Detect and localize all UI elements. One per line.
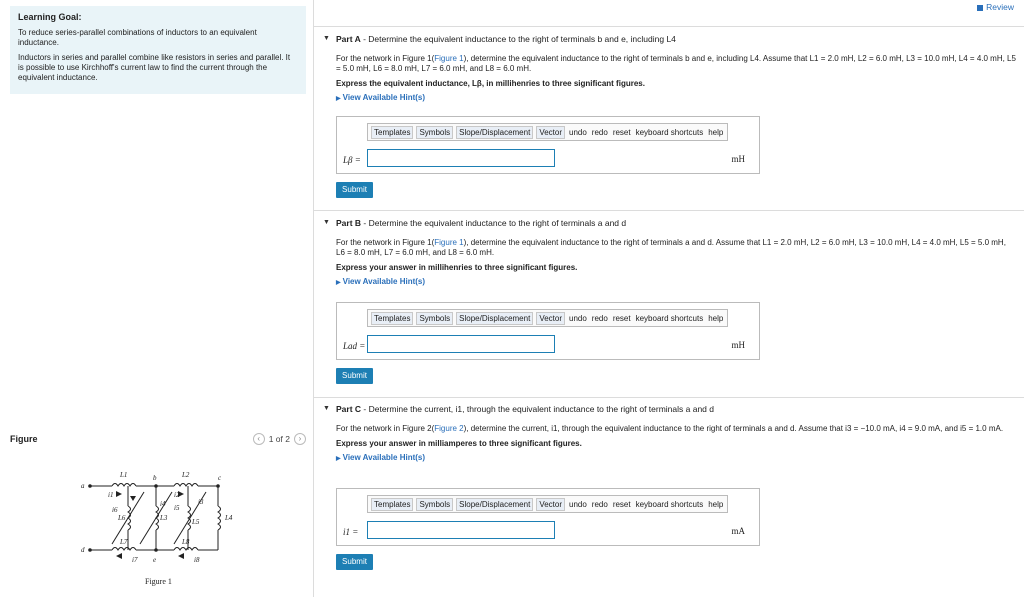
caret-right-icon: ▶ bbox=[336, 280, 341, 286]
current-label-i6: i6 bbox=[112, 506, 118, 514]
answer-box bbox=[336, 116, 760, 174]
figure-link[interactable]: Figure 1 bbox=[434, 54, 464, 63]
symbols-button[interactable]: Symbols bbox=[416, 312, 453, 325]
figure-link[interactable]: Figure 1 bbox=[434, 238, 464, 247]
part-c-description bbox=[336, 424, 1016, 434]
current-label-i1: i1 bbox=[108, 491, 114, 499]
help-button[interactable]: help bbox=[708, 313, 724, 323]
answer-label: Lβ = bbox=[343, 155, 361, 165]
keyboard-shortcuts-button[interactable]: keyboard shortcuts bbox=[635, 499, 704, 509]
reset-button[interactable]: reset bbox=[612, 313, 631, 323]
node-label-e: e bbox=[153, 556, 157, 564]
part-b-hint-label: View Available Hint(s) bbox=[342, 277, 426, 286]
answer-unit: mH bbox=[731, 154, 745, 164]
part-b bbox=[323, 218, 1016, 380]
redo-button[interactable]: redo bbox=[591, 313, 608, 323]
node-label-d: d bbox=[81, 546, 85, 554]
undo-button[interactable]: undo bbox=[569, 499, 587, 509]
caret-down-icon[interactable]: ▼ bbox=[323, 35, 330, 42]
templates-button[interactable]: Templates bbox=[371, 498, 413, 511]
caret-right-icon: ▶ bbox=[336, 456, 341, 462]
figure-link[interactable]: Figure 2 bbox=[434, 424, 464, 433]
part-c-instruction: Express your answer in milliamperes to three significant figures. bbox=[336, 439, 582, 448]
part-b-desc-pre: For the network in Figure 1( bbox=[336, 238, 435, 247]
current-label-i2: i2 bbox=[174, 491, 180, 499]
reset-button[interactable]: reset bbox=[612, 127, 631, 137]
review-link[interactable] bbox=[977, 2, 1014, 12]
math-toolbar bbox=[367, 495, 728, 513]
answer-unit: mA bbox=[731, 526, 745, 536]
math-toolbar bbox=[367, 123, 728, 141]
part-b-heading-text: - Determine the equivalent inductance to the right of terminals a and d bbox=[361, 218, 627, 228]
figure-label: Figure bbox=[10, 434, 38, 444]
figure-pager bbox=[253, 433, 306, 445]
part-a-desc-pre: For the network in Figure 1( bbox=[336, 54, 435, 63]
slope-button[interactable]: Slope/Displacement bbox=[456, 126, 533, 139]
part-b-hint-link[interactable] bbox=[336, 277, 1016, 286]
chevron-right-icon[interactable]: › bbox=[294, 433, 306, 445]
undo-button[interactable]: undo bbox=[569, 127, 587, 137]
answer-unit: mH bbox=[731, 340, 745, 350]
part-a bbox=[323, 34, 1016, 194]
figure-header bbox=[10, 433, 308, 447]
slope-button[interactable]: Slope/Displacement bbox=[456, 498, 533, 511]
part-c-title: Part C bbox=[336, 404, 362, 414]
inductor-label-l7: L7 bbox=[120, 538, 128, 546]
answer-label: Lad = bbox=[343, 341, 366, 351]
caret-right-icon: ▶ bbox=[336, 96, 341, 102]
caret-down-icon[interactable]: ▼ bbox=[323, 405, 330, 412]
current-label-i4: i4 bbox=[160, 500, 166, 508]
keyboard-shortcuts-button[interactable]: keyboard shortcuts bbox=[635, 313, 704, 323]
part-a-heading[interactable] bbox=[336, 34, 1016, 44]
submit-button[interactable]: Submit bbox=[336, 182, 373, 198]
slope-button[interactable]: Slope/Displacement bbox=[456, 312, 533, 325]
caret-down-icon[interactable]: ▼ bbox=[323, 219, 330, 226]
templates-button[interactable]: Templates bbox=[371, 126, 413, 139]
part-b-description bbox=[336, 238, 1016, 258]
learning-goal-paragraph: Inductors in series and parallel combine like resistors in series and parallel. It is possible to use Kirchhoff's current law to find the current through the equivalent inductance. bbox=[18, 53, 291, 82]
part-c-heading[interactable] bbox=[336, 404, 1016, 414]
redo-button[interactable]: redo bbox=[591, 499, 608, 509]
circuit-figure bbox=[78, 466, 248, 574]
inductor-label-l4: L4 bbox=[225, 514, 233, 522]
part-divider bbox=[314, 397, 1024, 398]
part-divider bbox=[314, 210, 1024, 211]
learning-goal-box bbox=[10, 6, 306, 94]
node-label-b: b bbox=[153, 474, 157, 482]
part-a-hint-link[interactable] bbox=[336, 93, 1016, 102]
vector-button[interactable]: Vector bbox=[536, 498, 565, 511]
answer-input[interactable] bbox=[367, 335, 555, 353]
inductor-label-l3: L3 bbox=[160, 514, 168, 522]
part-b-heading[interactable] bbox=[336, 218, 1016, 228]
current-label-i3: i3 bbox=[198, 498, 204, 506]
right-panel bbox=[313, 0, 1024, 597]
inductor-label-l5: L5 bbox=[192, 518, 200, 526]
part-c bbox=[323, 404, 1016, 566]
inductor-label-l6: L6 bbox=[118, 514, 126, 522]
figure-caption: Figure 1 bbox=[145, 577, 172, 586]
current-label-i5: i5 bbox=[174, 504, 180, 512]
inductor-label-l1: L1 bbox=[120, 471, 128, 479]
chevron-left-icon[interactable]: ‹ bbox=[253, 433, 265, 445]
templates-button[interactable]: Templates bbox=[371, 312, 413, 325]
left-panel bbox=[0, 0, 313, 597]
learning-goal-title: Learning Goal: bbox=[18, 12, 82, 22]
part-c-hint-link[interactable] bbox=[336, 453, 1016, 462]
answer-input[interactable] bbox=[367, 521, 555, 539]
inductor-label-l8: L8 bbox=[182, 538, 190, 546]
part-b-title: Part B bbox=[336, 218, 362, 228]
inductor-label-l2: L2 bbox=[182, 471, 190, 479]
part-a-heading-text: - Determine the equivalent inductance to the right of terminals b and e, including L4 bbox=[360, 34, 676, 44]
submit-button[interactable]: Submit bbox=[336, 554, 373, 570]
symbols-button[interactable]: Symbols bbox=[416, 126, 453, 139]
vector-button[interactable]: Vector bbox=[536, 126, 565, 139]
submit-button[interactable]: Submit bbox=[336, 368, 373, 384]
help-button[interactable]: help bbox=[708, 499, 724, 509]
node-label-c: c bbox=[218, 474, 222, 482]
figure-page-indicator: 1 of 2 bbox=[268, 434, 290, 444]
part-b-instruction: Express your answer in millihenries to three significant figures. bbox=[336, 263, 578, 272]
answer-box bbox=[336, 488, 760, 546]
part-divider bbox=[314, 26, 1024, 27]
vector-button[interactable]: Vector bbox=[536, 312, 565, 325]
learning-goal-paragraph: To reduce series-parallel combinations of inductors to an equivalent inductance. bbox=[18, 28, 257, 47]
answer-box bbox=[336, 302, 760, 360]
redo-button[interactable]: redo bbox=[591, 127, 608, 137]
part-c-heading-text: - Determine the current, i1, through the equivalent inductance to the right of terminals a and d bbox=[361, 404, 715, 414]
part-a-instruction: Express the equivalent inductance, Lβ, in millihenries to three significant figures. bbox=[336, 79, 645, 88]
help-button[interactable]: help bbox=[708, 127, 724, 137]
part-a-description bbox=[336, 54, 1016, 74]
undo-button[interactable]: undo bbox=[569, 313, 587, 323]
current-label-i8: i8 bbox=[194, 556, 200, 564]
review-label: Review bbox=[986, 2, 1014, 12]
reset-button[interactable]: reset bbox=[612, 499, 631, 509]
node-label-a: a bbox=[81, 482, 85, 490]
part-a-title: Part A bbox=[336, 34, 361, 44]
part-c-desc-post: ), determine the current, i1, through the equivalent inductance to the right of terminals a and d. Assume that i3 = −10.0 mA, i4 = 9.0 mA, and i5 = 1.0 mA. bbox=[463, 424, 1004, 433]
math-toolbar bbox=[367, 309, 728, 327]
answer-input[interactable] bbox=[367, 149, 555, 167]
review-icon bbox=[977, 5, 983, 11]
part-a-hint-label: View Available Hint(s) bbox=[342, 93, 426, 102]
part-c-desc-pre: For the network in Figure 2( bbox=[336, 424, 435, 433]
part-c-hint-label: View Available Hint(s) bbox=[342, 453, 426, 462]
symbols-button[interactable]: Symbols bbox=[416, 498, 453, 511]
current-label-i7: i7 bbox=[132, 556, 138, 564]
part-b-desc-post: ), determine the equivalent inductance to the right of terminals a and d. Assume that L1 = 2.0 mH, L2 = 6.0 mH, L3 = 10.0 mH, L4 = 4.0 mH, L5 = 5.0 mH, L6 = 8.0 mH, L7 = 6.0 mH, and L8 = 6.0 mH. bbox=[336, 238, 1006, 257]
keyboard-shortcuts-button[interactable]: keyboard shortcuts bbox=[635, 127, 704, 137]
part-a-desc-post: ), determine the equivalent inductance to the right of terminals b and e, including L4. Assume that L1 = 2.0 mH, L2 = 6.0 mH, L3 = 10.0 mH, L4 = 4.0 mH, L5 = 5.0 mH, L6 = 8.0 mH, L7 = 6.0 mH, and L8 = 6.0 mH. bbox=[336, 54, 1016, 73]
answer-label: i1 = bbox=[343, 527, 359, 537]
